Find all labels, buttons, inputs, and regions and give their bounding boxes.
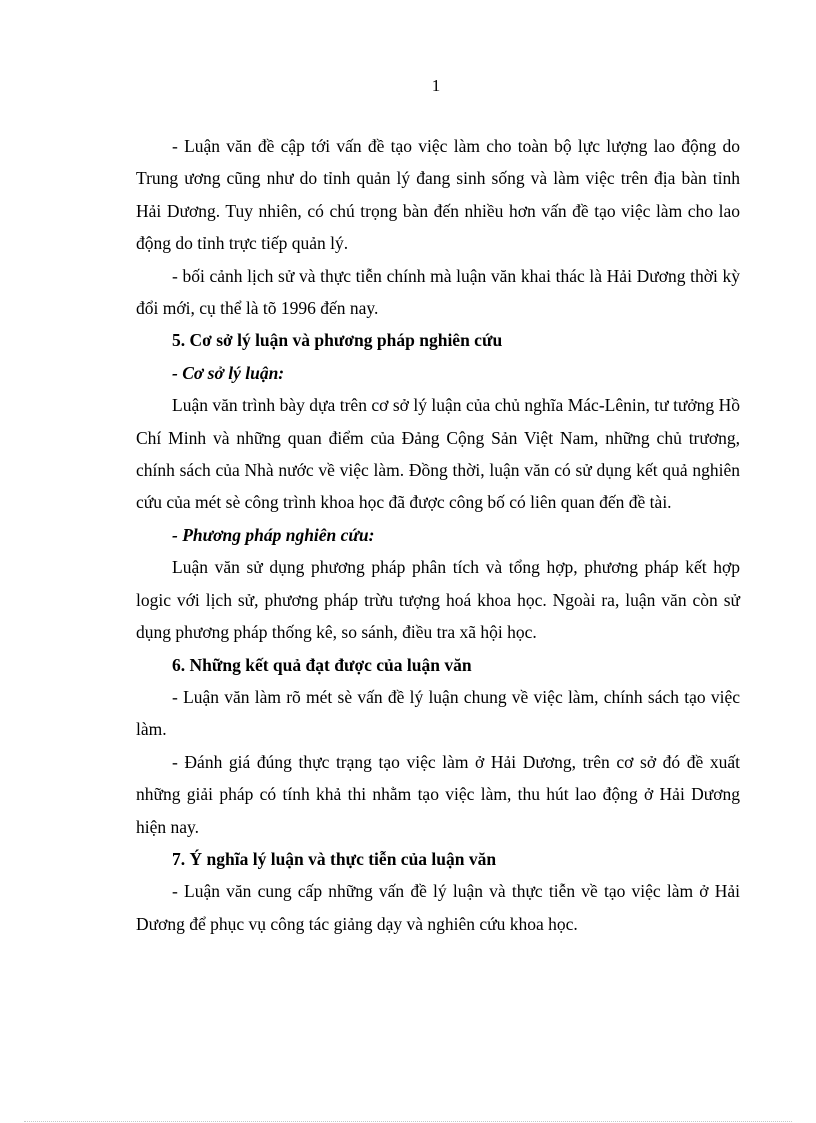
section-heading-7: 7. Ý nghĩa lý luận và thực tiễn của luận văn	[172, 848, 497, 869]
subheading-theoretical-basis: - Cơ sở lý luận:	[172, 362, 285, 383]
section-heading-6: 6. Những kết quả đạt được của luận văn	[172, 654, 472, 675]
paragraph-scope-workforce: - Luận văn đề cập tới vấn đề tạo việc làm cho toàn bộ lực lượng lao động do Trung ương cũng như do tỉnh quản lý đang sinh sống và làm việc trên địa bàn tỉnh Hải Dương. Tuy nhiên, có chú trọng bàn đến nhiều hơn vấn đề tạo việc làm cho lao động do tỉnh trực tiếp quản lý.	[136, 136, 740, 254]
document-body	[136, 130, 740, 940]
paragraph-result-theory: - Luận văn làm rõ mét sè vấn đề lý luận chung về việc làm, chính sách tạo việc làm.	[136, 686, 740, 740]
paragraph-scope-context: - bối cảnh lịch sử và thực tiễn chính mà luận văn khai thác là Hải Dương thời kỳ đổi mới, cụ thể là tõ 1996 đến nay.	[136, 265, 740, 319]
paragraph-significance: - Luận văn cung cấp những vấn đề lý luận và thực tiễn về tạo việc làm ở Hải Dương để phục vụ công tác giảng dạy và nghiên cứu khoa học.	[136, 881, 740, 934]
paragraph-research-methods: Luận văn sử dụng phương pháp phân tích và tổng hợp, phương pháp kết hợp logic với lịch sử, phương pháp trừu tượng hoá khoa học. Ngoài ra, luận văn còn sử dụng phương pháp thống kê, so sánh, điều tra xã hội học.	[136, 557, 740, 643]
paragraph-result-assessment: - Đánh giá đúng thực trạng tạo việc làm ở Hải Dương, trên cơ sở đó đề xuất những giải pháp có tính khả thi nhằm tạo việc làm, thu hút lao động ở Hải Dương hiện nay.	[136, 751, 740, 837]
paragraph-theoretical-basis: Luận văn trình bày dựa trên cơ sở lý luận của chủ nghĩa Mác-Lênin, tư tưởng Hồ Chí Minh và những quan điểm của Đảng Cộng Sản Việt Nam, những chủ trương, chính sách của Nhà nước về việc làm. Đồng thời, luận văn có sử dụng kết quả nghiên cứu của mét sè công trình khoa học đã được công bố có liên quan đến đề tài.	[136, 395, 740, 513]
page-bottom-divider	[24, 1121, 792, 1122]
subheading-research-methods: - Phương pháp nghiên cứu:	[172, 524, 375, 545]
section-heading-5: 5. Cơ sở lý luận và phương pháp nghiên cứu	[172, 330, 503, 351]
page-number: 1	[431, 76, 441, 95]
